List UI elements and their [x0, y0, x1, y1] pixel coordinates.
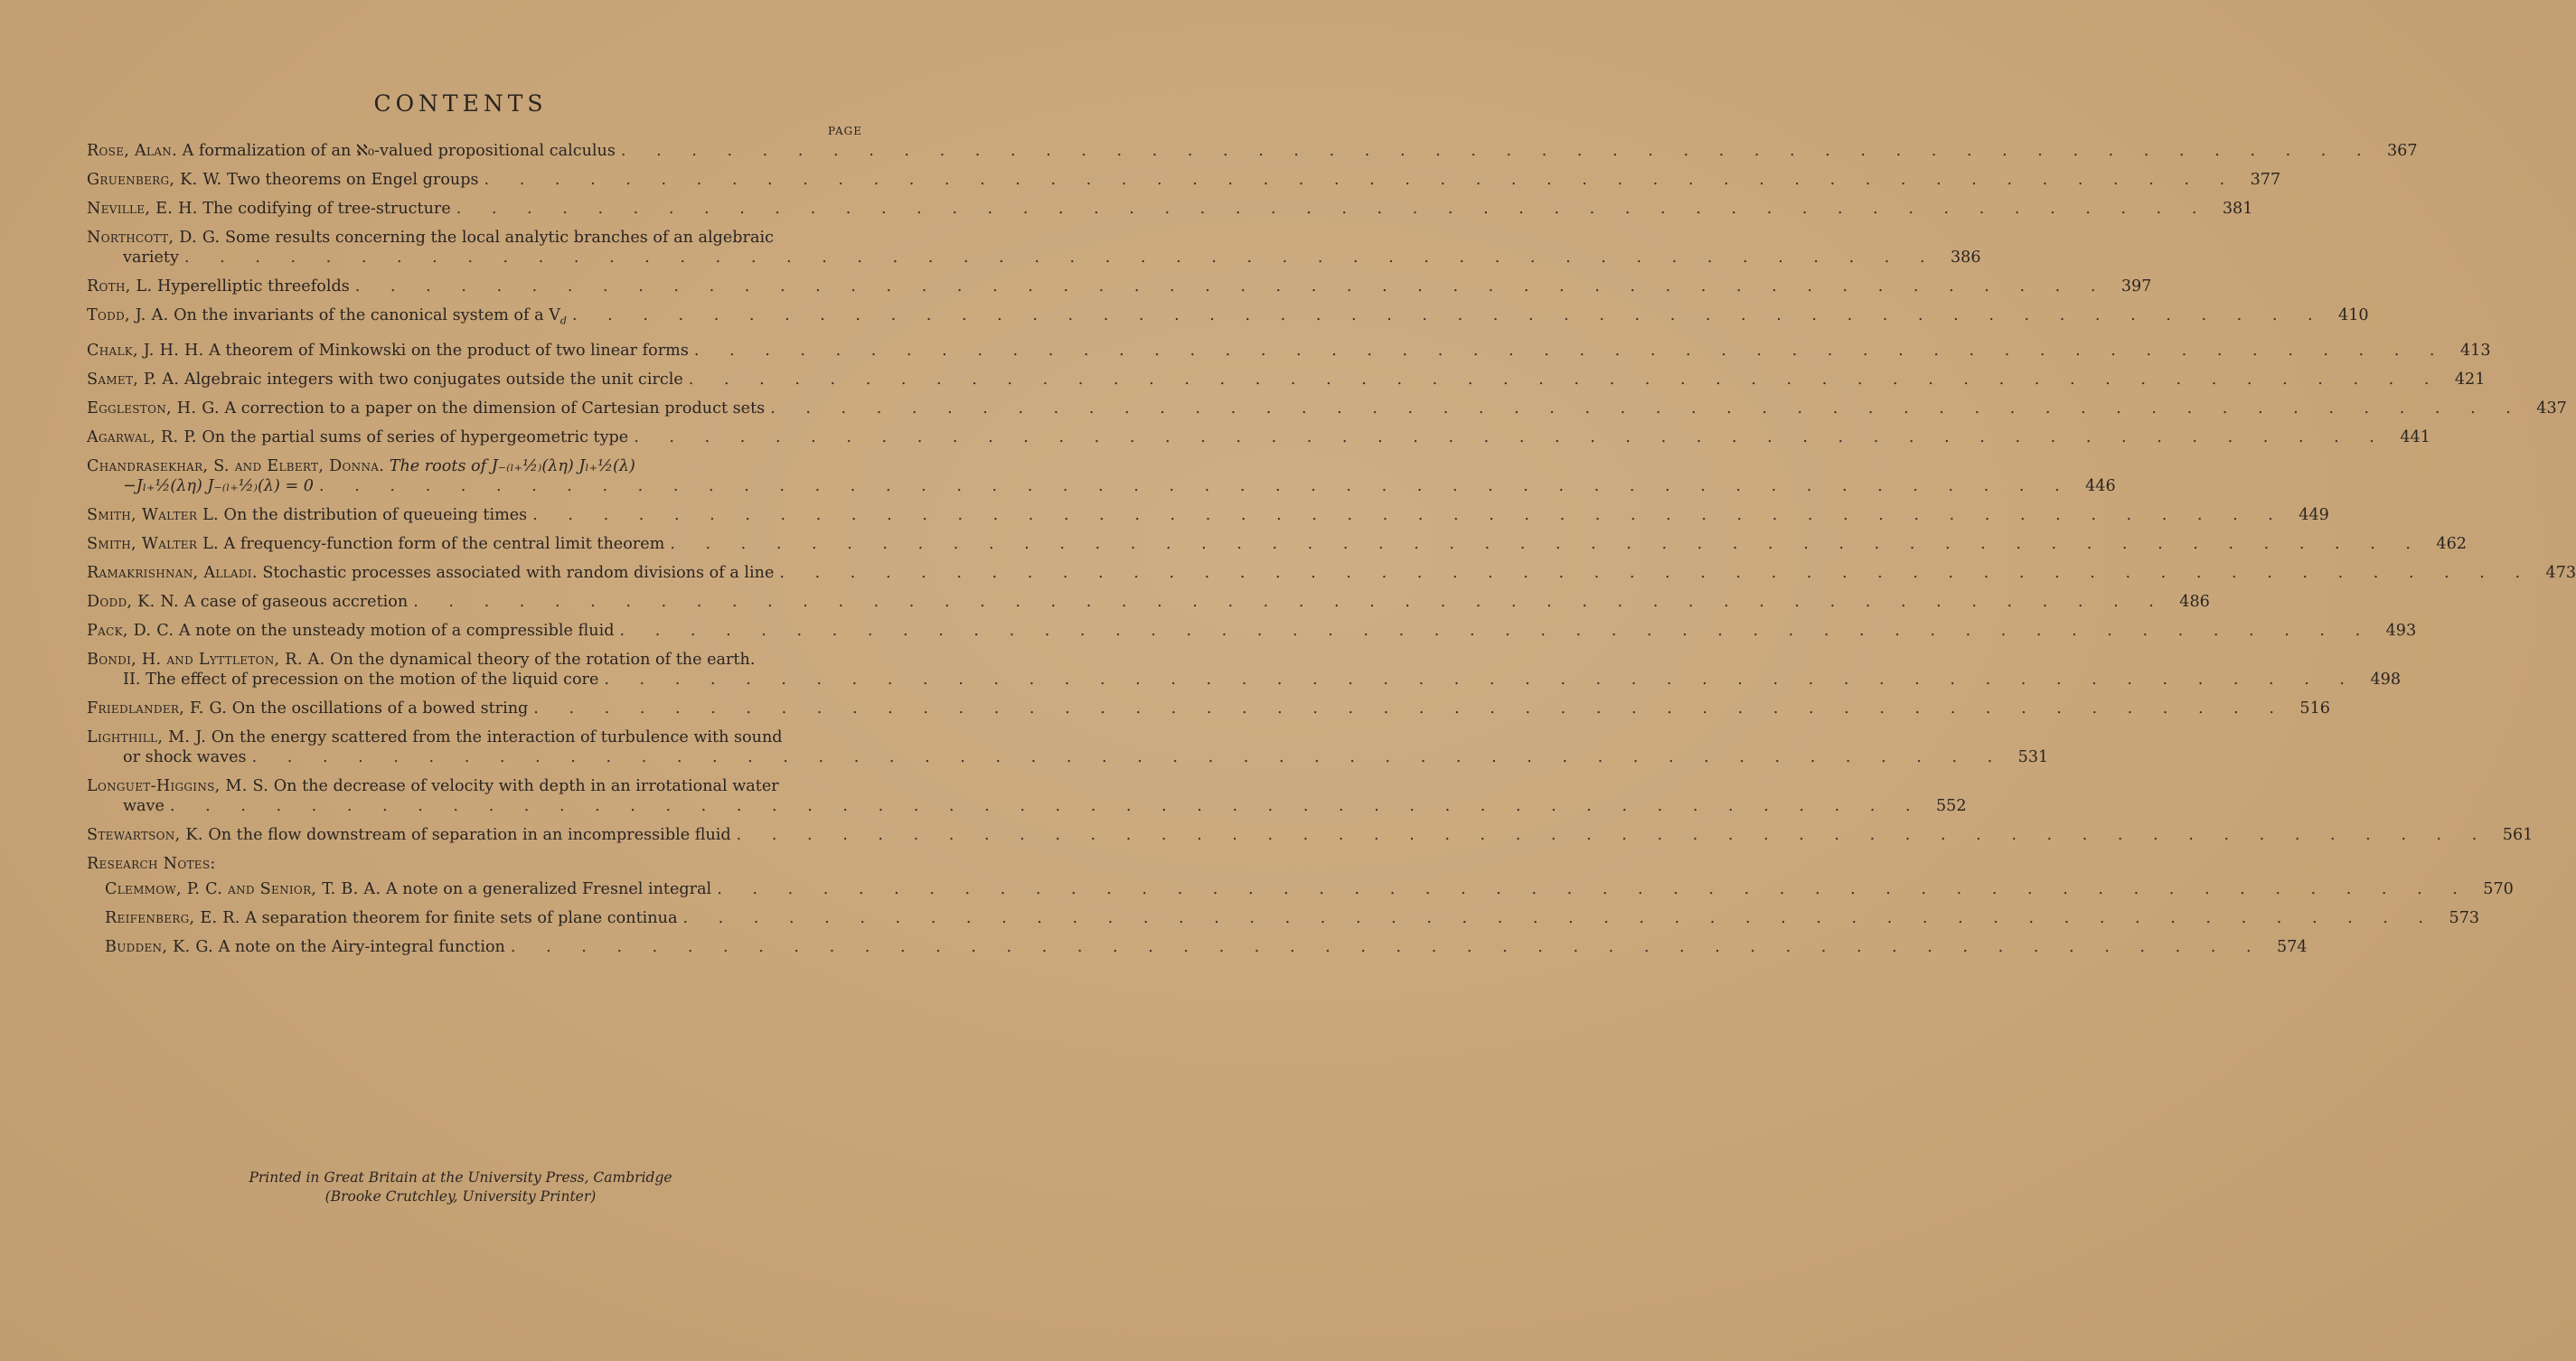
entry-page: 531 [2017, 747, 2049, 766]
entry-page: 473 [2545, 563, 2576, 582]
leader-dots [408, 592, 2167, 612]
toc-entry [87, 592, 2210, 612]
entry-title: On the distribution of queueing times [223, 505, 528, 524]
entry-page: 462 [2436, 534, 2467, 553]
entry-title: A separation theorem for finite sets of plane continua [245, 908, 678, 927]
entry-author: Friedlander, F. G. [87, 699, 228, 718]
page-column-label: PAGE [828, 125, 862, 137]
entry-title: A formalization of an ℵ₀-valued propositional calculus [182, 142, 616, 160]
research-notes-heading: Research Notes: [87, 854, 216, 873]
entry-page: 486 [2179, 592, 2210, 611]
entry-author: Lighthill, M. J. [87, 727, 207, 746]
imprint-line-1: Printed in Great Britain at the University Press, Cambridge [249, 1169, 672, 1186]
entry-page: 561 [2502, 825, 2534, 844]
imprint-line-2: (Brooke Crutchley, University Printer) [324, 1188, 597, 1205]
entry-title: The roots of J₋₍ₗ₊½₎(λη) Jₗ₊½(λ) [389, 456, 635, 475]
toc-entry [87, 199, 2253, 219]
entry-title-continued: variety [123, 249, 179, 267]
entry-title: A frequency-function form of the central limit theorem [223, 534, 665, 553]
entry-title: Hyperelliptic threefolds [157, 277, 350, 296]
toc-entry [87, 699, 2330, 718]
leader-dots [615, 621, 2374, 641]
entry-author: Ramakrishnan, Alladi. [87, 563, 258, 582]
leader-dots [479, 170, 2238, 190]
leader-dots [616, 141, 2374, 161]
leader-dots [664, 534, 2423, 554]
leader-dots [689, 341, 2448, 361]
entry-author: Chalk, J. H. H. [87, 341, 204, 360]
leader-dots [350, 277, 2109, 296]
leader-dots [677, 908, 2436, 928]
entry-author: Smith, Walter L. [87, 534, 219, 553]
entry-title: On the oscillations of a bowed string [231, 699, 529, 718]
leader-dots [527, 505, 2286, 525]
entry-page: 377 [2250, 171, 2281, 189]
entry-page: 410 [2338, 306, 2369, 324]
toc-entry [87, 427, 2430, 447]
entry-page: 498 [2370, 670, 2402, 689]
leader-dots [451, 199, 2210, 219]
entry-title: Some results concerning the local analytic branches of an algebraic [225, 229, 774, 247]
entry-author: Stewartson, K. [87, 825, 203, 844]
entry-title: A note on the unsteady motion of a compressible fluid [178, 621, 615, 640]
entry-title: Stochastic processes associated with random divisions of a line [262, 563, 775, 582]
research-note-entry [87, 937, 2308, 957]
leader-dots [731, 825, 2490, 845]
entry-page: 386 [1950, 249, 1981, 267]
leader-dots [567, 305, 2326, 325]
entry-title: Two theorems on Engel groups [227, 171, 479, 189]
entry-author: Rose, Alan. [87, 142, 177, 160]
leader-dots [314, 476, 2073, 496]
entry-author: Pack, D. C. [87, 621, 174, 640]
entry-page: 446 [2085, 476, 2116, 495]
toc-entry [87, 776, 1967, 816]
entry-title: On the dynamical theory of the rotation of the earth. [330, 650, 756, 669]
entry-author: Samet, P. A. [87, 370, 180, 389]
entry-title-continued: −Jₗ₊½(λη) J₋₍ₗ₊½₎(λ) = 0 [123, 476, 315, 495]
toc-entry [87, 563, 2576, 583]
toc-entry [87, 399, 2567, 418]
leader-dots [683, 370, 2442, 390]
entry-author: Roth, L. [87, 277, 153, 296]
entry-page: 421 [2454, 370, 2486, 389]
entry-page: 441 [2400, 427, 2430, 446]
entry-title: On the flow downstream of separation in an incompressible fluid [208, 825, 731, 844]
entry-page: 573 [2449, 908, 2480, 927]
entry-author: Eggleston, H. G. [87, 399, 220, 418]
toc-entry [87, 456, 2116, 496]
entry-page: 397 [2120, 277, 2152, 296]
entry-page: 516 [2299, 699, 2330, 718]
entry-page: 574 [2276, 937, 2308, 956]
entry-page: 570 [2483, 879, 2514, 898]
entry-page: 449 [2299, 505, 2329, 524]
entry-author: Smith, Walter L. [87, 505, 219, 524]
toc-entry [87, 650, 2402, 690]
toc-entry [87, 621, 2417, 641]
entry-page: 381 [2222, 200, 2253, 218]
entry-page: 413 [2459, 341, 2491, 360]
toc-entry [87, 170, 2281, 190]
entry-page: 367 [2386, 142, 2418, 160]
entry-author: Todd, J. A. [87, 306, 169, 324]
toc-entry [87, 141, 2418, 161]
leader-dots [711, 879, 2470, 899]
toc-entry [87, 825, 2534, 845]
toc-entry [87, 534, 2467, 554]
entry-title: On the decrease of velocity with depth in an irrotational water [273, 776, 779, 795]
entry-page: 552 [1935, 796, 1967, 815]
entry-page: 493 [2385, 621, 2417, 640]
leader-dots [179, 248, 1938, 268]
toc-entry: Todd, J. A. On the invariants of the canonical system of a $V_d$ . . . 410 [87, 305, 862, 332]
toc-entry [87, 727, 2049, 767]
leader-dots [247, 747, 2006, 767]
entry-author: Chandrasekhar, S. and Elbert, Donna. [87, 456, 385, 475]
entry-title: Algebraic integers with two conjugates outside the unit circle [183, 370, 683, 389]
entry-title-continued: II. The effect of precession on the motion of the liquid core [123, 670, 599, 689]
entry-title: The codifying of tree-structure [202, 200, 451, 218]
leader-dots [765, 399, 2524, 418]
entry-author: Longuet-Higgins, M. S. [87, 776, 269, 795]
leader-dots [505, 937, 2264, 957]
entry-title: A case of gaseous accretion [183, 592, 409, 611]
research-note-entry [87, 879, 2514, 899]
entry-title-continued: wave [123, 796, 165, 815]
entry-author: Northcott, D. G. [87, 229, 221, 247]
toc-entry [87, 228, 1981, 268]
entry-author: Reifenberg, E. R. [105, 908, 240, 927]
entry-title: A correction to a paper on the dimension of Cartesian product sets [224, 399, 766, 418]
entry-author: Bondi, H. and Lyttleton, R. A. [87, 650, 325, 669]
toc-entry [87, 277, 2152, 296]
leader-dots [528, 699, 2287, 718]
entry-page: 437 [2536, 399, 2567, 418]
entry-author: Dodd, K. N. [87, 592, 179, 611]
leader-dots [165, 796, 1923, 816]
toc-entry [87, 370, 2486, 390]
toc-entry [87, 505, 2329, 525]
entry-author: Agarwal, R. P. [87, 427, 197, 446]
entry-author: Gruenberg, K. W. [87, 171, 222, 189]
entry-title: On the invariants of the canonical system of a V [174, 306, 560, 324]
leader-dots [774, 563, 2533, 583]
entry-author: Budden, K. G. [105, 937, 213, 956]
entry-author: Neville, E. H. [87, 200, 198, 218]
leader-dots [628, 427, 2387, 447]
printer-imprint [0, 1169, 921, 1206]
entry-title-continued: or shock waves [123, 747, 247, 766]
entry-title: A theorem of Minkowski on the product of two linear forms [209, 341, 689, 360]
entry-title: On the partial sums of series of hypergeometric type [202, 427, 629, 446]
research-note-entry [87, 908, 2480, 928]
entry-title: A note on the Airy-integral function [218, 937, 505, 956]
entry-title: A note on a generalized Fresnel integral [385, 879, 712, 898]
toc-entry [87, 341, 2491, 361]
page-title: CONTENTS [373, 90, 548, 117]
toc-list [87, 141, 2576, 966]
entry-author: Clemmow, P. C. and Senior, T. B. A. [105, 879, 381, 898]
leader-dots [598, 670, 2357, 690]
entry-title: On the energy scattered from the interaction of turbulence with sound [211, 727, 783, 746]
